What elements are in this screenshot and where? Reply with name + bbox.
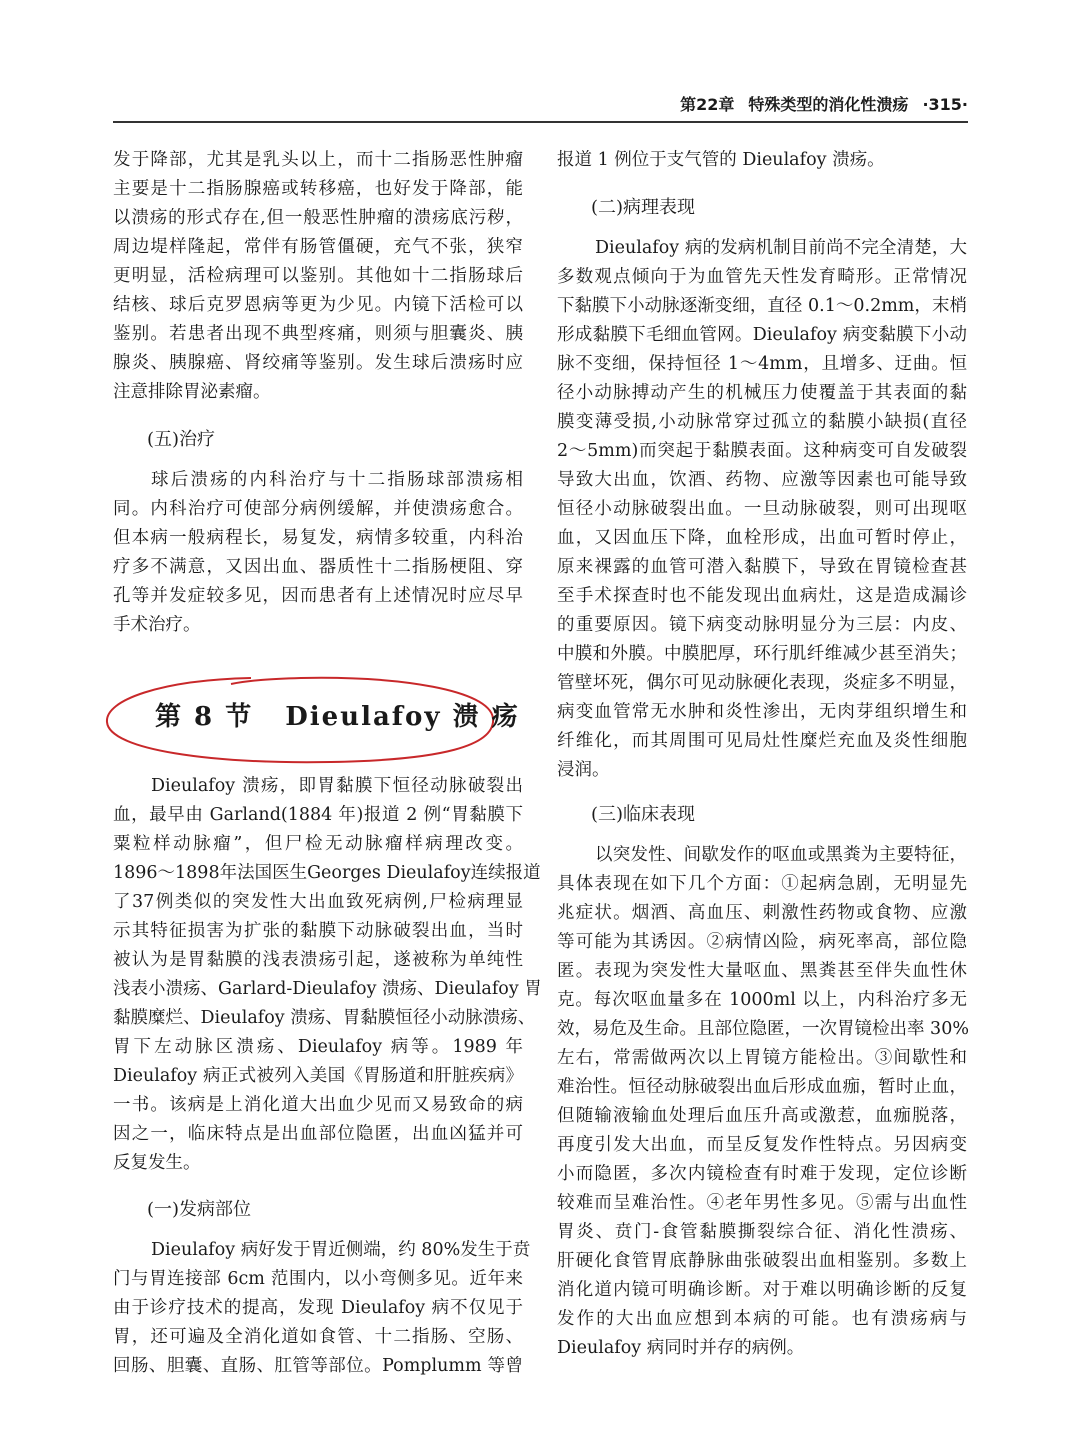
text-line: 一书。该病是上消化道大出血少见而又易致命的病 [113, 1095, 523, 1115]
text-line: 浸润。 [557, 760, 610, 780]
text-line: 周边堤样隆起，常伴有肠管僵硬，充气不张，狭窄 [113, 237, 523, 257]
subsection-heading: (一)发病部位 [147, 1199, 252, 1220]
chapter-title: 特殊类型的消化性溃疡 [748, 95, 909, 114]
section-heading [113, 670, 523, 760]
subsection-heading: (五)治疗 [147, 429, 216, 450]
text-line: Dieulafoy 病的发病机制目前尚不完全清楚，大 [595, 238, 967, 258]
text-line: Dieulafoy 病正式被列入美国《胃肠道和肝脏疾病》 [113, 1066, 523, 1086]
text-line: 浅表小溃疡、Garlard-Dieulafoy 溃疡、Dieulafoy 胃 [113, 979, 542, 999]
text-line: 形成黏膜下毛细血管网。Dieulafoy 病变黏膜下小动 [557, 325, 967, 345]
text-line: 手术治疗。 [113, 615, 201, 635]
text-line: 肝硬化食管胃底静脉曲张破裂出血相鉴别。多数上 [557, 1251, 967, 1271]
text-line: 恒径小动脉破裂出血。一旦动脉破裂，则可出现呕 [557, 499, 967, 519]
text-line: 纤维化，而其周围可见局灶性糜烂充血及炎性细胞 [557, 731, 967, 751]
text-line: 黏膜糜烂、Dieulafoy 溃疡、胃黏膜恒径小动脉溃疡、 [113, 1008, 536, 1028]
text-line: 效，易危及生命。且部位隐匿，一次胃镜检出率 30% [557, 1019, 969, 1039]
text-line: 因之一，临床特点是出血部位隐匿，出血凶猛并可 [113, 1124, 523, 1144]
text-line: 被认为是胃黏膜的浅表溃疡引起，遂被称为单纯性 [113, 950, 523, 970]
text-line: Dieulafoy 病同时并存的病例。 [557, 1338, 805, 1358]
text-line: 同。内科治疗可使部分病例缓解，并使溃疡愈合。 [113, 499, 523, 519]
paragraph [113, 1236, 531, 1381]
text-line: 但随输液输血处理后血压升高或激惹，血痂脱落， [557, 1106, 967, 1126]
text-line: 注意排除胃泌素瘤。 [113, 382, 271, 402]
section-number: 第 8 节 [155, 702, 254, 732]
text-line: 反复发生。 [113, 1153, 201, 1173]
text-line: 示其特征损害为扩张的黏膜下动脉破裂出血，当时 [113, 921, 523, 941]
text-line: 下黏膜下小动脉逐渐变细，直径 0.1～0.2mm，末梢 [557, 296, 967, 316]
text-line: 由于诊疗技术的提高，发现 Dieulafoy 病不仅见于 [113, 1298, 523, 1318]
text-line: 管壁坏死，偶尔可见动脉硬化表现，炎症多不明显， [557, 673, 967, 693]
subsection-heading: (三)临床表现 [591, 804, 696, 825]
paragraph [557, 146, 967, 175]
text-line: 血，最早由 Garland(1884 年)报道 2 例“胃黏膜下 [113, 805, 523, 825]
text-line: 回肠、胆囊、直肠、肛管等部位。Pomplumm 等曾 [113, 1356, 523, 1376]
paragraph [113, 146, 523, 407]
text-line: 具体表现在如下几个方面：①起病急剧，无明显先 [557, 874, 967, 894]
text-line: 胃下左动脉区溃疡、Dieulafoy 病等。1989 年 [113, 1037, 523, 1057]
text-line: 导致大出血，饮酒、药物、应激等因素也可能导致 [557, 470, 967, 490]
text-line: 的重要原因。镜下病变动脉明显分为三层：内皮、 [557, 615, 967, 635]
text-line: 胃炎、贲门-食管黏膜撕裂综合征、消化性溃疡、 [557, 1222, 967, 1242]
text-line: 门与胃连接部 6cm 范围内，以小弯侧多见。近年来 [113, 1269, 523, 1289]
text-line: 发于降部，尤其是乳头以上，而十二指肠恶性肿瘤 [113, 150, 523, 170]
text-line: 更明显，活检病理可以鉴别。其他如十二指肠球后 [113, 266, 523, 286]
text-line: 小而隐匿，多次内镜检查有时难于发现，定位诊断 [557, 1164, 967, 1184]
text-line: Dieulafoy 溃疡，即胃黏膜下恒径动脉破裂出 [151, 776, 523, 796]
text-line: 血，又因血压下降，血栓形成，出血可暂时停止， [557, 528, 967, 548]
text-line: 消化道内镜可明确诊断。对于难以明确诊断的反复 [557, 1280, 967, 1300]
text-line: 膜变薄受损,小动脉常穿过孤立的黏膜小缺损(直径 [557, 412, 967, 432]
text-line: 病变血管常无水肿和炎性渗出，无肉芽组织增生和 [557, 702, 967, 722]
subsection-heading: (二)病理表现 [591, 197, 696, 218]
text-line: 再度引发大出血，而呈反复发作性特点。另因病变 [557, 1135, 967, 1155]
text-line: 至手术探查时也不能发现出血病灶，这是造成漏诊 [557, 586, 967, 606]
text-line: 以突发性、间歇发作的呕血或黑粪为主要特征， [595, 845, 967, 865]
text-line: 结核、球后克罗恩病等更为少见。内镜下活检可以 [113, 295, 523, 315]
text-line: 粟粒样动脉瘤”，但尸检无动脉瘤样病理改变。 [113, 834, 523, 854]
text-line: 克。每次呕血量多在 1000ml 以上，内科治疗多无 [557, 990, 967, 1010]
section-title: Dieulafoy 溃 疡 [285, 702, 520, 732]
text-line: 匿。表现为突发性大量呕血、黑粪甚至伴失血性休 [557, 961, 967, 981]
text-line: 中膜和外膜。中膜肥厚，环行肌纤维减少甚至消失； [557, 644, 967, 664]
text-line: 1896～1898年法国医生Georges Dieulafoy连续报道 [113, 863, 541, 883]
text-line: 了37例类似的突发性大出血致死病例,尸检病理显 [113, 892, 523, 912]
text-line: 但本病一般病程长，易复发，病情多较重，内科治 [113, 528, 523, 548]
text-line: 多数观点倾向于为血管先天性发育畸形。正常情况 [557, 267, 967, 287]
text-line: 腺炎、胰腺癌、肾绞痛等鉴别。发生球后溃疡时应 [113, 353, 523, 373]
text-line: 鉴别。若患者出现不典型疼痛，则须与胆囊炎、胰 [113, 324, 523, 344]
text-line: 孔等并发症较多见，因而患者有上述情况时应尽早 [113, 586, 523, 606]
text-line: 报道 1 例位于支气管的 Dieulafoy 溃疡。 [557, 150, 885, 170]
left-column [113, 146, 542, 1381]
header-rule [113, 121, 968, 123]
text-line: 难治性。恒径动脉破裂出血后形成血痂，暂时止血， [557, 1077, 967, 1097]
paragraph [113, 772, 542, 1178]
paragraph [557, 841, 967, 1363]
chapter-number: 第22章 [680, 95, 735, 114]
text-line: 胃，还可遍及全消化道如食管、十二指肠、空肠、 [113, 1327, 523, 1347]
text-line: 左右，常需做两次以上胃镜方能检出。③间歇性和 [557, 1048, 967, 1068]
running-header [666, 92, 968, 115]
right-column [557, 146, 967, 1363]
page-number: ·315· [922, 95, 968, 114]
paragraph [113, 466, 523, 640]
text-line: 球后溃疡的内科治疗与十二指肠球部溃疡相 [151, 470, 523, 490]
text-line: 等可能为其诱因。②病情凶险，病死率高，部位隐 [557, 932, 967, 952]
text-line: Dieulafoy 病好发于胃近侧端，约 80%发生于贲 [151, 1240, 531, 1260]
text-line: 兆症状。烟酒、高血压、刺激性药物或食物、应激 [557, 903, 967, 923]
text-line: 原来裸露的血管可潜入黏膜下，导致在胃镜检查甚 [557, 557, 967, 577]
text-line: 脉不变细，保持恒径 1～4mm，且增多、迂曲。恒 [557, 354, 967, 374]
text-line: 径小动脉搏动产生的机械压力使覆盖于其表面的黏 [557, 383, 967, 403]
text-line: 以溃疡的形式存在,但一般恶性肿瘤的溃疡底污秽， [113, 208, 523, 228]
text-line: 2～5mm)而突起于黏膜表面。这种病变可自发破裂 [557, 441, 967, 461]
text-line: 疗多不满意，又因出血、器质性十二指肠梗阻、穿 [113, 557, 523, 577]
text-line: 发作的大出血应想到本病的可能。也有溃疡病与 [557, 1309, 967, 1329]
text-line: 较难而呈难治性。④老年男性多见。⑤需与出血性 [557, 1193, 967, 1213]
text-line: 主要是十二指肠腺癌或转移癌，也好发于降部，能 [113, 179, 523, 199]
paragraph [557, 234, 967, 785]
